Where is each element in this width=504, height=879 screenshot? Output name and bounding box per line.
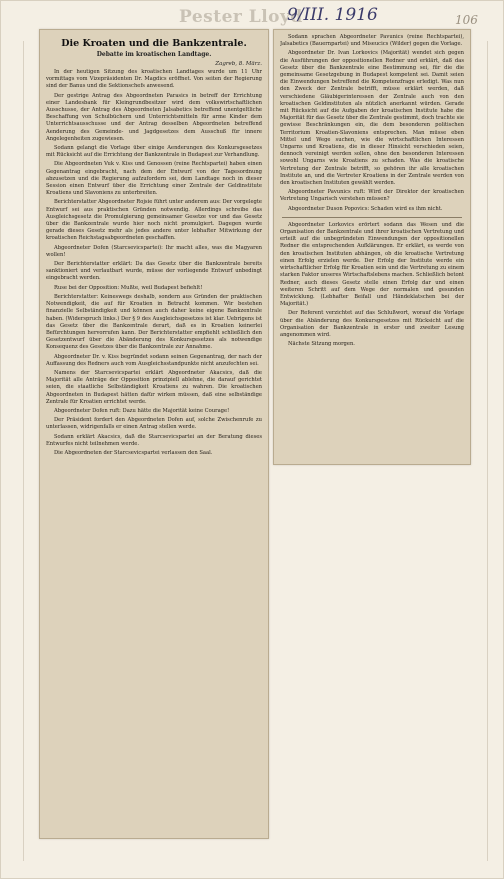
left-column-text	[46, 34, 262, 834]
paragraph: Berichterstatter Abgeordneter Rojsie führt unter anderem aus: Der vorgelegte Entwurf sei aus praktischen Gründen notwendig. Allerdings schreibe das Ausgleichsgesetz die Promulgierung gemeinsamer Gesetze vor und das Gesetz über die Bankzentrale wurde hier noch nicht promulgiert. Dagegen wurde gerade dieses Gesetz mehr als jedes andere unter lebhafter Mitwirkung der kroatischen Reichstagsabgeordneten geschaffen.	[46, 199, 262, 242]
column-divider	[282, 217, 462, 218]
handwritten-date: 9/III. 1916	[287, 5, 378, 25]
paragraph: Berichterstatter: Keineswegs deshalb, sondern aus Gründen der praktischen Notwendigkeit, die auf für Kroatien in Betracht kommen. Wir bestehen finanzielle Selbständigkeit und können auch daher keine eigene Bankzentrale haben. (Widerspruch links.) Der § 9 des Ausgleichsgesetzes ist klar. Uebrigens ist das Gesetz über die Bankzentrale derart, daß es in Kroatien keinerlei Befürchtungen hervorrufen kann. Der Berichterstatter empfiehlt schließlich den Gesetzentwurf über die Abänderung des Konkursgesetzes als notwendige Konsequenz des Gesetzes über die Bankzentrale zur Annahme.	[46, 293, 262, 351]
paragraph: Der gestrige Antrag des Abgeordneten Parasics in betreff der Errichtung einer Landesbank für Kleingrundbesitzer wird dem volkswirtschaftlichen Ausschusse, der Antrag des Abgeordneten Jalsabetics betreffend unentgeltliche Beschaffung von Schulbüchern und Unterrichtsmitteln für arme Kinder dem Unterrichtsausschusse und der Antrag desselben Abgeordneten betreffend Aenderung des Gemeinde- und Jagdgesetzes dem Ausschuß für innere Angelegenheiten zugewiesen.	[46, 92, 262, 142]
paragraph: Der Präsident fordert den Abgeordneten Dofen auf, solche Zwischenrufe zu unterlassen, widrigenfalls er einen Antrag stellen werde.	[46, 417, 262, 431]
paragraph: Nächste Sitzung morgen.	[288, 341, 355, 348]
paragraph: Sodann sprachen Abgeordneter Pavunics (reine Rechtspartei), Jalsabetics (Bauernpartei) und Miseucics (Wilder) gegen die Vorlage.	[280, 34, 464, 48]
paragraph: Die Abgeordneten der Starcsevicspartei verlassen den Saal.	[54, 449, 213, 456]
paragraph: Sodann erklärt Akacsics, daß die Starcsevicspartei an der Beratung dieses Entwurfes nicht teilnehmen werde.	[46, 433, 262, 447]
clipping-right-column	[273, 29, 471, 465]
paragraph: Abgeordneter Pavunics ruft: Wird der Direktor der kroatischen Vertretung Ungarisch verstehen müssen?	[280, 189, 464, 203]
article-dateline: Zagreb, 8. März.	[215, 61, 262, 67]
paragraph: Abgeordneter Dr. v. Kiss begründet sodann seinen Gegenantrag, der nach der Auffassung des Redners auch vom Ausgleichsstandpunkte nicht anzufechten sei.	[46, 353, 262, 367]
newspaper-stamp: Pester Lloyd	[179, 7, 303, 27]
paragraph: Der Berichterstatter erklärt: Da das Gesetz über die Bankzentrale bereits sanktioniert und verlautbart wurde, müsse der vorliegende Entwurf unbedingt eingebracht werden.	[46, 261, 262, 282]
article-subtitle: Debatte im kroatischen Landtage.	[96, 51, 212, 58]
paragraph: Abgeordneter Dr. Ivan Lorkovics (Majorität) wendet sich gegen die Ausführungen der oppositionellen Redner und erklärt, daß das Gesetz über die Bankzentrale eine Bestimmung sei, für die die gemeinsame Gesetzgebung in Budapest kompetent sei. Damit seien die Einwendungen betreffend die Kompetenzfrage erledigt. Was nun den Zweck der Zentrale betrifft, müsse erklärt werden, daß verschiedene Gläubigerinteressen der Zentrale auch von den kroatischen Geldinstituten als nützlich anerkannt würden. Gerade mit Rücksicht auf die Aufgaben der kroatischen Institute habe die Majorität für das Gesetz über die Zentrale gestimmt, doch trachte sie gewisse Beschränkungen ein, die dem besonderen politischen Territorium Kroatien-Slavoniens entsprechen. Man müsse eben Mittel und Wege suchen, wie die wirtschaftlichen Interessen Ungarns und Kroatiens, die in dieser Hinsicht verschieden seien, dennoch vereinigt werden sollen, ohne den besonderen Interessen sowohl Ungarns wie Kroatiens zu schaden. Was die kroatische Vertretung der Zentrale betrifft, so gehören ihr alle kroatischen Institute an, und die Vertreter Kroatiens in der Zentrale werden von den kroatischen Instituten gewählt werden.	[280, 50, 464, 187]
clipping-left-column	[39, 29, 269, 839]
page-margin-line-right	[487, 41, 488, 861]
paragraph: Namens der Starcsevicspartei erklärt Abgeordneter Akacsics, daß die Majorität alle Anträge der Opposition prinzipiell ablehne, die darauf gerichtet seien, die staatliche Selbständigkeit Kroatiens zu wahren. Die kroatischen Abgeordneten in Budapest hätten dafür wirken müssen, daß eine selbständige Zentrale für Kroatien errichtet werde.	[46, 369, 262, 405]
paragraph: Abgeordneter Duson Popovics: Schaden wird es ihm nicht.	[288, 205, 443, 212]
paragraph: Ruse bei der Opposition: Mußte, weil Budapest befiehlt!	[54, 284, 203, 291]
page-number: 106	[455, 13, 478, 27]
paragraph: Abgeordneter Dofen ruft: Dazu hätte die Majorität keine Courage!	[54, 407, 230, 414]
paragraph: In der heutigen Sitzung des kroatischen Landtages wurde um 11 Uhr vormittags vom Vizepräsidenten Dr. Magdics eröffnet. Von seiten der Regierung sind der Banus und die Sektionschefs anwesend.	[46, 69, 262, 90]
paragraph: Abgeordneter Lorkovics erörtert sodann das Wesen und die Organisation der Bankzentrale und ihrer kroatischen Vertretung und erteilt auf die unbegründeten Einwendungen der oppositionellen Redner die entsprechenden Aufklärungen. Er erklärt, es werde von den kroatischen Instituten abhängen, ob die kroatische Vertretung einen Erfolg erzielen werde. Der Erfolg der Institute werde ein wirtschaftlicher Erfolg für Kroatien sein und die Vertretung zu einem starken Faktor unseres Wirtschaftslebens machen. Schließlich betont Redner, auch dieses Gesetz stelle einen Erfolg dar und einen weiteren Schritt auf dem Wege der normalen und gesunden Entwicklung. (Lebhafter Beifall und Händeklatschen bei der Majorität.)	[280, 221, 464, 308]
article-title: Die Kroaten und die Bankzentrale.	[61, 38, 247, 49]
right-column-text	[280, 34, 464, 460]
paragraph: Sodann gelangt die Vorlage über einige Aenderungen des Konkursgesetzes mit Rücksicht auf die Errichtung der Bankzentrale in Budapest zur Verhandlung.	[46, 145, 262, 159]
page-margin-line-left	[23, 41, 24, 861]
paragraph: Der Referent verzichtet auf das Schlußwort, worauf die Vorlage über die Abänderung des Konkursgesetzes mit Rücksicht auf die Organisation der Bankzentrale in erster und zweiter Lesung angenommen wird.	[280, 310, 464, 338]
paragraph: Die Abgeordneten Vuk v. Kiss und Genossen (reine Rechtspartei) haben einen Gegenantrag eingebracht, nach dem der Entwurf von der Tagesordnung abzusetzen und die Regierung aufzufordern sei, dem Landtage noch in dieser Session einen Entwurf über die Errichtung einer Zentrale der Geldinstitute Kroatiens und Slavoniens zu unterbreiten.	[46, 161, 262, 197]
paragraph: Abgeordneter Dofen (Starcsevicspartei): Ihr macht alles, was die Magyaren wollen!	[46, 244, 262, 258]
